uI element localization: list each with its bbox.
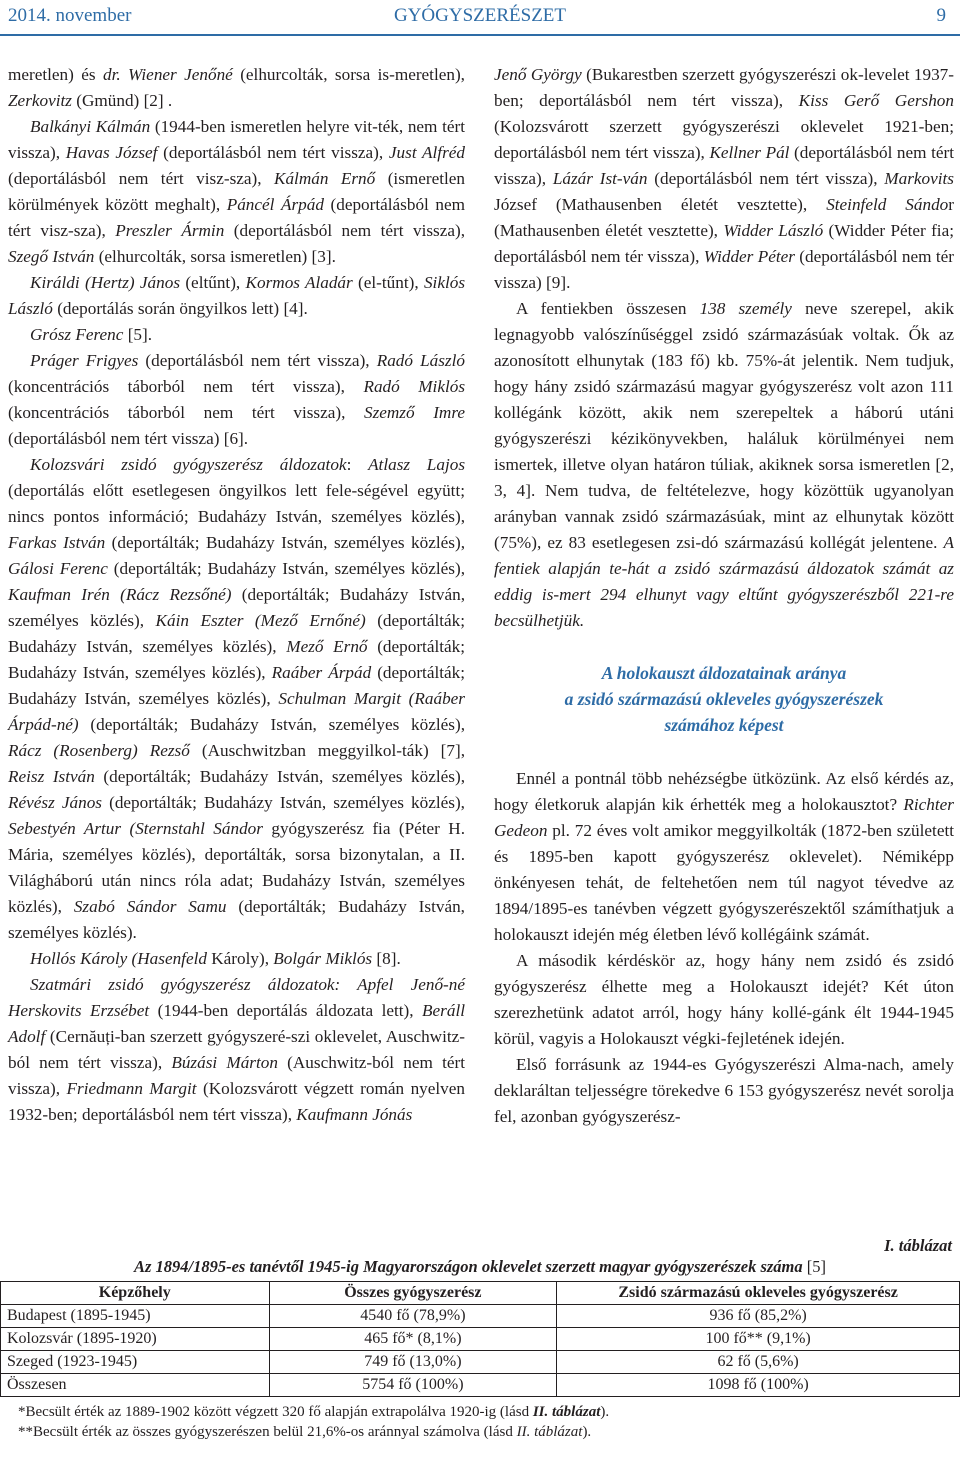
paragraph: Kolozsvári zsidó gyógyszerész áldozatok: Atlasz Lajos (deportálás előtt esetlegesen öngyilkos lett fele-ségével együtt; nincs pontos információ; Budaházy István, személyes közlés), Farkas István (deportálták; Budaházy István, személyes közlés), Gálosi Ferenc (deportálták; Budaházy István, személyes közlés), Kaufman Irén (Rácz Rezsőné) (deportálták; Budaházy István, személyes közlés), Káin Eszter (Mező Ernőné) (deportálták; Budaházy István, személyes közlés), Mező Ernő (deportálták; Budaházy István, személyes közlés), Raáber Árpád (deportálták; Budaházy István, személyes közlés), Schulman Margit (Raáber Árpád-né) (deportálták; Budaházy István, személyes közlés), Rácz (Rosenberg) Rezső (Auschwitzban meggyilkol-ták) [7], Reisz István (deportálták; Budaházy István, személyes közlés), Révész János (deportálták; Budaházy István, személyes közlés), Sebestyén Artur (Sternstahl Sándor gyógyszerész fia (Péter H. Mária, személyes közlés), deportálták, sorsa bizonytalan, a II. Világháború után nincs róla adat; Budaházy István, személyes közlés), Szabó Sándor Samu (deportálták; Budaházy István, személyes közlés).	[8, 455, 466, 942]
paragraph: Balkányi Kálmán (1944-ben ismeretlen helyre vit-ték, nem tért vissza), Havas József (deportálásból nem tért vissza), Just Alfréd (deportálásból nem tért visz-sza), Kálmán Ernő (ismeretlen körülmények között meghalt), Páncél Árpád (deportálásból nem tért visz-sza), Preszler Ármin (deportálásból nem tért vissza), Szegő István (elhurcolták, sorsa ismeretlen) [3].	[8, 117, 466, 266]
table-row	[1, 1305, 960, 1328]
table-caption: I. táblázat	[884, 1236, 952, 1255]
table-cell: 936 fő (85,2%)	[557, 1305, 960, 1328]
footnote-1-ref: II. táblázat	[532, 1404, 601, 1420]
table-cell: Összesen	[1, 1374, 270, 1397]
table-title	[0, 1256, 960, 1278]
column-header-total: Összes gyógyszerész	[269, 1282, 557, 1305]
footnote-1	[18, 1402, 960, 1422]
table-header-row	[1, 1282, 960, 1305]
footnote-2-text: **Becsült érték az összes gyógyszerészen belül 21,6%-os aránnyal számolva (lásd	[18, 1424, 517, 1440]
left-column	[8, 62, 465, 1128]
section-subheading	[494, 660, 954, 738]
subheading-line-2: a zsidó származású okleveles gyógyszerészek	[564, 689, 884, 709]
paragraph: Práger Frigyes (deportálásból nem tért vissza), Radó László (koncentrációs táborból nem tért vissza), Radó Miklós (koncentrációs táborból nem tért vissza), Szemző Imre (deportálásból nem tért vissza) [6].	[8, 351, 466, 448]
data-table	[0, 1281, 960, 1397]
table-title-ref: [5]	[806, 1257, 827, 1276]
header-page-number: 9	[936, 5, 946, 26]
right-column-bottom-text	[494, 766, 954, 1130]
paragraph: meretlen) és dr. Wiener Jenőné (elhurcolták, sorsa is-meretlen), Zerkovitz (Gmünd) [2] .	[8, 65, 465, 110]
table-cell: Szeged (1923-1945)	[1, 1351, 270, 1374]
paragraph: Grósz Ferenc [5].	[30, 325, 153, 344]
page-header	[0, 0, 960, 34]
table-cell: 62 fő (5,6%)	[557, 1351, 960, 1374]
table-cell: 465 fő* (8,1%)	[269, 1328, 557, 1351]
header-rule	[0, 34, 960, 36]
table-section	[0, 1236, 960, 1442]
footnote-1-text: *Becsült érték az 1889-1902 között végzett 320 fő alapján extrapolálva 1920-ig (lásd	[18, 1404, 533, 1420]
paragraph: A fentiekben összesen 138 személy neve szerepel, akik legnagyobb valószínűséggel zsidó származásúak voltak. Ők az azonosított elhunytak (183 fő) kb. 75%-át jelentik. Nem tudjuk, hogy hány zsidó származású magyar gyógyszerész volt azon 111 kollégánk között, akik nem szerepeltek a háború utáni gyógyszerészi kézikönyvekben, haláluk körülményei nem ismertek, illetve olyan határon túliak, akiknek sorsa ismeretlen [2, 3, 4]. Nem tudva, de feltételezve, hogy közöttük ugyanolyan arányban vannak zsidó származásúak, mint az elhunytak között (75%), ez 83 esetlegesen zsi-dó származású kollégát jelentene. A fentiek alapján te-hát a zsidó származású áldozatok számát az eddig is-mert 294 elhunyt vagy eltűnt gyógyszerészből 221-re becsülhetjük.	[494, 299, 954, 630]
paragraph: Szatmári zsidó gyógyszerész áldozatok: Apfel Jenő-né Herskovits Erzsébet (1944-ben deportálás áldozata lett), Beráll Adolf (Cernăuți-ban szerzett gyógyszeré-szi oklevelet, Auschwitz-ból nem tért vissza), Búzási Márton (Auschwitz-ból nem tért vissza), Friedmann Margit (Kolozsvárott végzett román nyelven 1932-ben; deportálásból nem tért vissza), Kaufmann Jónás	[8, 975, 465, 1124]
column-header-jewish: Zsidó származású okleveles gyógyszerész	[557, 1282, 960, 1305]
subheading-line-3: számához képest	[664, 715, 784, 735]
table-cell: Budapest (1895-1945)	[1, 1305, 270, 1328]
table-row	[1, 1328, 960, 1351]
right-column-top-text	[494, 62, 954, 634]
table-cell: 749 fő (13,0%)	[269, 1351, 557, 1374]
footnote-1-end: ).	[600, 1404, 610, 1420]
paragraph: Hollós Károly (Hasenfeld Károly), Bolgár Miklós [8].	[30, 949, 401, 968]
paragraph: Első forrásunk az 1944-es Gyógyszerészi Alma-nach, amely deklaráltan teljességre törekedve 6 153 gyógyszerész nevét sorolja fel, azonban gyógyszerész-	[494, 1055, 954, 1126]
subheading-line-1: A holokauszt áldozatainak aránya	[601, 663, 847, 683]
right-column	[494, 62, 954, 1130]
footnote-2-ref: II. táblázat	[516, 1424, 583, 1440]
header-journal-title: GYÓGYSZERÉSZET	[393, 5, 567, 26]
table-footnotes	[0, 1402, 960, 1442]
table-row	[1, 1351, 960, 1374]
footnote-2	[18, 1422, 960, 1442]
column-header-location: Képzőhely	[1, 1282, 270, 1305]
table-cell: 1098 fő (100%)	[557, 1374, 960, 1397]
table-cell: 5754 fő (100%)	[269, 1374, 557, 1397]
table-cell: 4540 fő (78,9%)	[269, 1305, 557, 1328]
paragraph: Jenő György (Bukarestben szerzett gyógyszerészi ok-levelet 1937-ben; deportálásból nem tért vissza), Kiss Gerő Gershon (Kolozsvárott szerzett gyógyszerészi oklevelet 1921-ben; deportálásból nem tért vissza), Kellner Pál (deportálásból nem tért vissza), Lázár Ist-ván (deportálásból nem tért vissza), Markovits József (Mathausenben életét vesztette), Steinfeld Sándor (Mathausenben életét vesztette), Widder László (Widder Péter fia; deportálásból nem tér vissza), Widder Péter (deportálásból nem tér vissza) [9].	[494, 65, 955, 292]
table-cell: Kolozsvár (1895-1920)	[1, 1328, 270, 1351]
table-title-text: Az 1894/1895-es tanévtől 1945-ig Magyarországon oklevelet szerzett magyar gyógyszerészek száma	[133, 1257, 803, 1276]
paragraph: A második kérdéskör az, hogy hány nem zsidó és zsidó gyógyszerész élhette meg a Holokauszt idejét? Két úton szerezhetünk adatot arról, hogy hány kollé-gánk élt 1944-1945 körül, vagyis a Holokauszt végki-fejletének idején.	[494, 951, 954, 1048]
table-cell: 100 fő** (9,1%)	[557, 1328, 960, 1351]
footnote-2-end: ).	[582, 1424, 592, 1440]
paragraph: Királdi (Hertz) János (eltűnt), Kormos Aladár (el-tűnt), Siklós László (deportálás során öngyilkos lett) [4].	[8, 273, 466, 318]
header-date: 2014. november	[8, 5, 132, 26]
table-row-total	[1, 1374, 960, 1397]
paragraph: Ennél a pontnál több nehézségbe ütközünk. Az első kérdés az, hogy életkoruk alapján kik érhették meg a holokausztot? Richter Gedeon pl. 72 éves volt amikor meggyilkolták (1872-ben született és 1895-ben kapott gyógyszerész oklevelet). Némiképp önkényesen tehát, de feltehetően nem túl nagyot tévedve az 1894/1895-es tanévben végzett gyógyszerészektől számíthatjuk a holokauszt idején még életben lévő kollégáink számát.	[494, 769, 954, 944]
